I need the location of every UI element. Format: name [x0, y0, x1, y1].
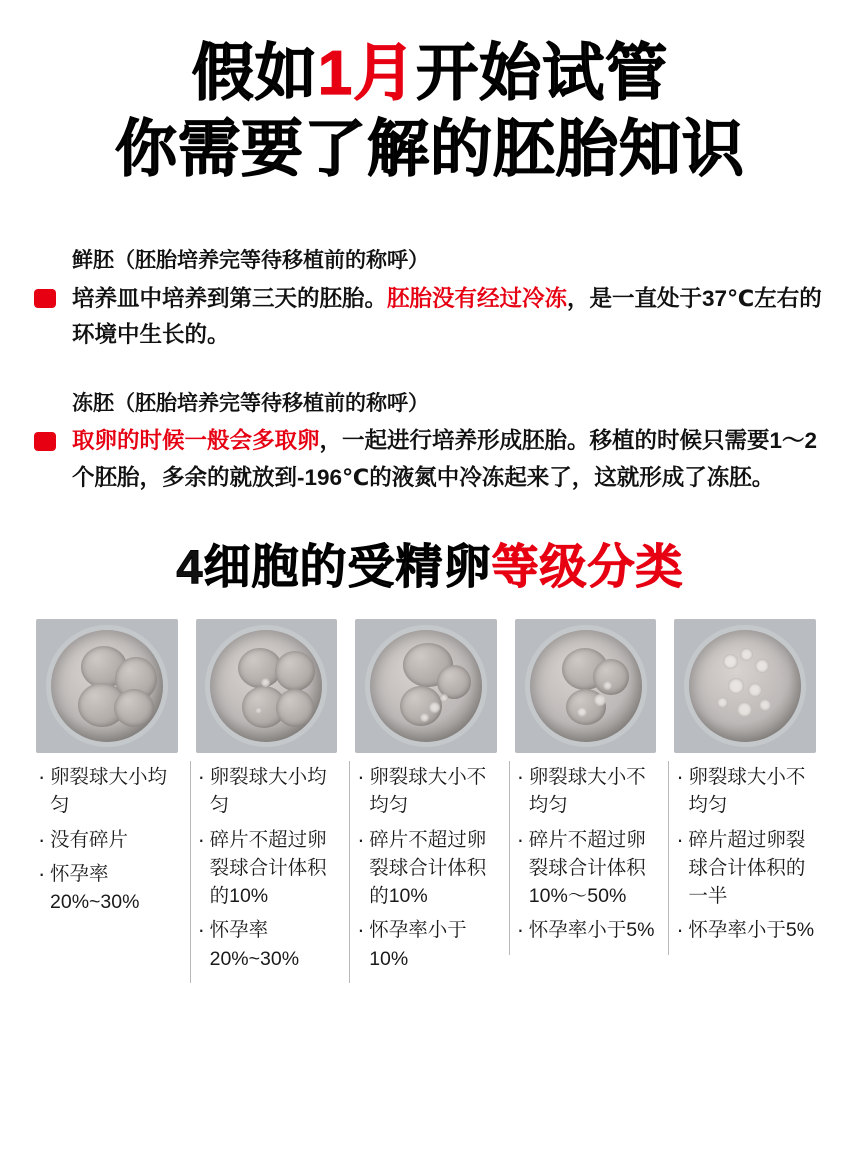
title-line-1-pre: 假如 [191, 39, 318, 108]
grade-4-points [515, 763, 657, 945]
list-item: · 碎片超过卵裂球合计体积的一半 [674, 826, 816, 911]
section-fresh-embryo [34, 245, 826, 353]
grade-column-5 [674, 619, 824, 961]
fragment [261, 678, 270, 687]
list-item: · 怀孕率小于10% [355, 916, 497, 973]
list-item: · 卵裂球大小均匀 [196, 763, 338, 820]
section-text-part-1: 取卵的时候一般会多取卵 [72, 428, 320, 454]
embryo-grade-2-image [196, 619, 338, 753]
embryo-grade-4-image [515, 619, 657, 753]
embryo-grade-1-image [36, 619, 178, 753]
title-line-1-accent: 1月 [317, 39, 417, 108]
section-body [72, 388, 826, 496]
grade-3-points [355, 763, 497, 973]
section-heading: 鲜胚（胚胎培养完等待移植前的称呼） [72, 249, 429, 273]
section-body [72, 245, 826, 353]
title-line-2: 你需要了解的胚胎知识 [114, 114, 745, 184]
list-item: · 怀孕率小于5% [515, 916, 657, 944]
subtitle-pre: 4细胞的受精卵 [176, 540, 492, 593]
blastomere [593, 659, 629, 695]
list-item: · 卵裂球大小不均匀 [355, 763, 497, 820]
list-item: · 没有碎片 [36, 826, 178, 854]
section-frozen-embryo [34, 388, 826, 496]
list-item: · 碎片不超过卵裂球合计体积10%～50% [515, 826, 657, 911]
section-text-part-1: 培养皿中培养到第三天的胚胎。 [72, 285, 388, 311]
grade-column-2 [196, 619, 346, 989]
list-item: · 卵裂球大小不均匀 [515, 763, 657, 820]
embryo-halo [689, 630, 801, 742]
fragment [603, 681, 612, 690]
section-heading: 冻胚（胚胎培养完等待移植前的称呼） [72, 391, 429, 415]
grade-2-points [196, 763, 338, 973]
section-text-part-2: 胚胎没有经过冷冻 [387, 285, 568, 311]
embryo-grade-grid [0, 619, 860, 989]
grade-column-1 [36, 619, 186, 932]
grade-column-4 [515, 619, 665, 961]
list-item: · 卵裂球大小不均匀 [674, 763, 816, 820]
list-item: · 碎片不超过卵裂球合计体积的10% [355, 826, 497, 911]
square-bullet-icon [34, 289, 56, 308]
fragment [740, 648, 753, 661]
definition-sections [0, 245, 860, 496]
list-item: · 卵裂球大小均匀 [36, 763, 178, 820]
list-item: · 怀孕率小于5% [674, 916, 816, 944]
embryo-grade-5-image [674, 619, 816, 753]
page-title [0, 0, 860, 187]
grade-5-points [674, 763, 816, 945]
fragment [429, 702, 440, 713]
list-item: · 碎片不超过卵裂球合计体积的10% [196, 826, 338, 911]
section-text [72, 281, 826, 354]
fragment [717, 697, 728, 708]
title-line-1-post: 开始试管 [416, 39, 669, 108]
fragment [594, 694, 606, 706]
title-line-1 [24, 36, 836, 112]
list-item: · 怀孕率20%~30% [196, 916, 338, 973]
subtitle-accent: 等级分类 [491, 540, 684, 593]
section-text-part-3: ，是一直处于37℃左右的环境中生长的。 [72, 285, 822, 348]
fragment [723, 654, 738, 669]
grade-column-3 [355, 619, 505, 989]
blastomere [114, 689, 154, 727]
grade-1-points [36, 763, 178, 916]
list-item: · 怀孕率20%~30% [36, 860, 178, 917]
fragment [737, 702, 752, 717]
blastomere [276, 689, 314, 727]
section-subtitle [0, 530, 860, 597]
embryo-grade-3-image [355, 619, 497, 753]
section-text-part-2: ，一起进行培养形成胚胎。移植的时候只需要1～2个胚胎，多余的就放到-196℃的液氮中冷冻起来了，这就形成了冻胚。 [72, 428, 818, 490]
section-text [72, 423, 826, 496]
square-bullet-icon [34, 432, 56, 451]
blastomere [275, 651, 315, 691]
